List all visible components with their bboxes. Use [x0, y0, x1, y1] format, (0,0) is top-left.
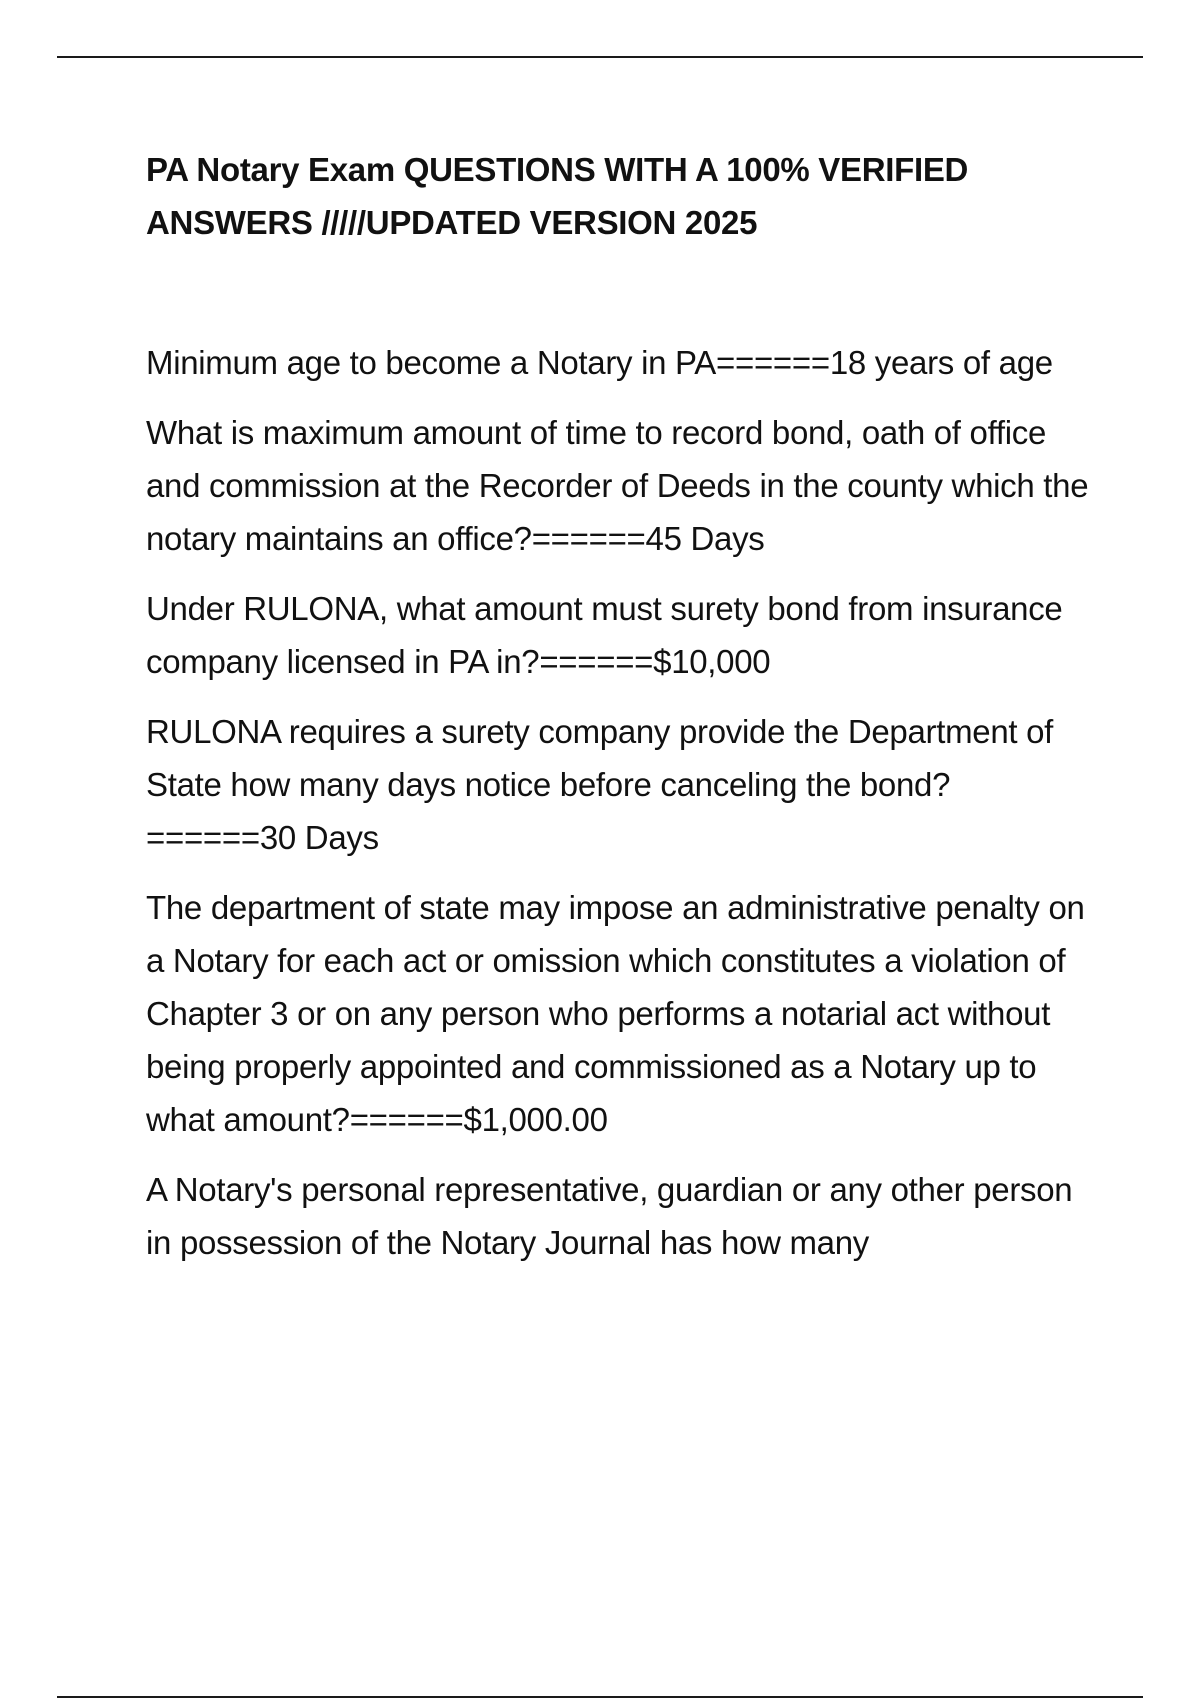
document-title: PA Notary Exam QUESTIONS WITH A 100% VERIFIED ANSWERS /////UPDATED VERSION 2025 — [146, 151, 969, 241]
qa-item-3: Under RULONA, what amount must surety bond from insurance company licensed in PA in?======$10,000 — [146, 590, 1063, 680]
qa-item-1: Minimum age to become a Notary in PA======18 years of age — [146, 344, 1053, 381]
bottom-divider — [57, 1696, 1143, 1698]
qa-list — [146, 336, 1096, 1269]
top-divider — [57, 56, 1143, 58]
qa-item-5: The department of state may impose an administrative penalty on a Notary for each act or omission which constitutes a violation of Chapter 3 or on any person who performs a notarial act without being properly appointed and commissioned as a Notary up to what amount?======$1,000.00 — [146, 889, 1085, 1138]
qa-item-6: A Notary's personal representative, guardian or any other person in possession of the Notary Journal has how many — [146, 1171, 1073, 1261]
qa-item-2: What is maximum amount of time to record bond, oath of office and commission at the Recorder of Deeds in the county which the notary maintains an office?======45 Days — [146, 414, 1089, 557]
qa-item-4: RULONA requires a surety company provide the Department of State how many days notice before canceling the bond?======30 Days — [146, 713, 1054, 856]
page-content — [146, 143, 1096, 1286]
